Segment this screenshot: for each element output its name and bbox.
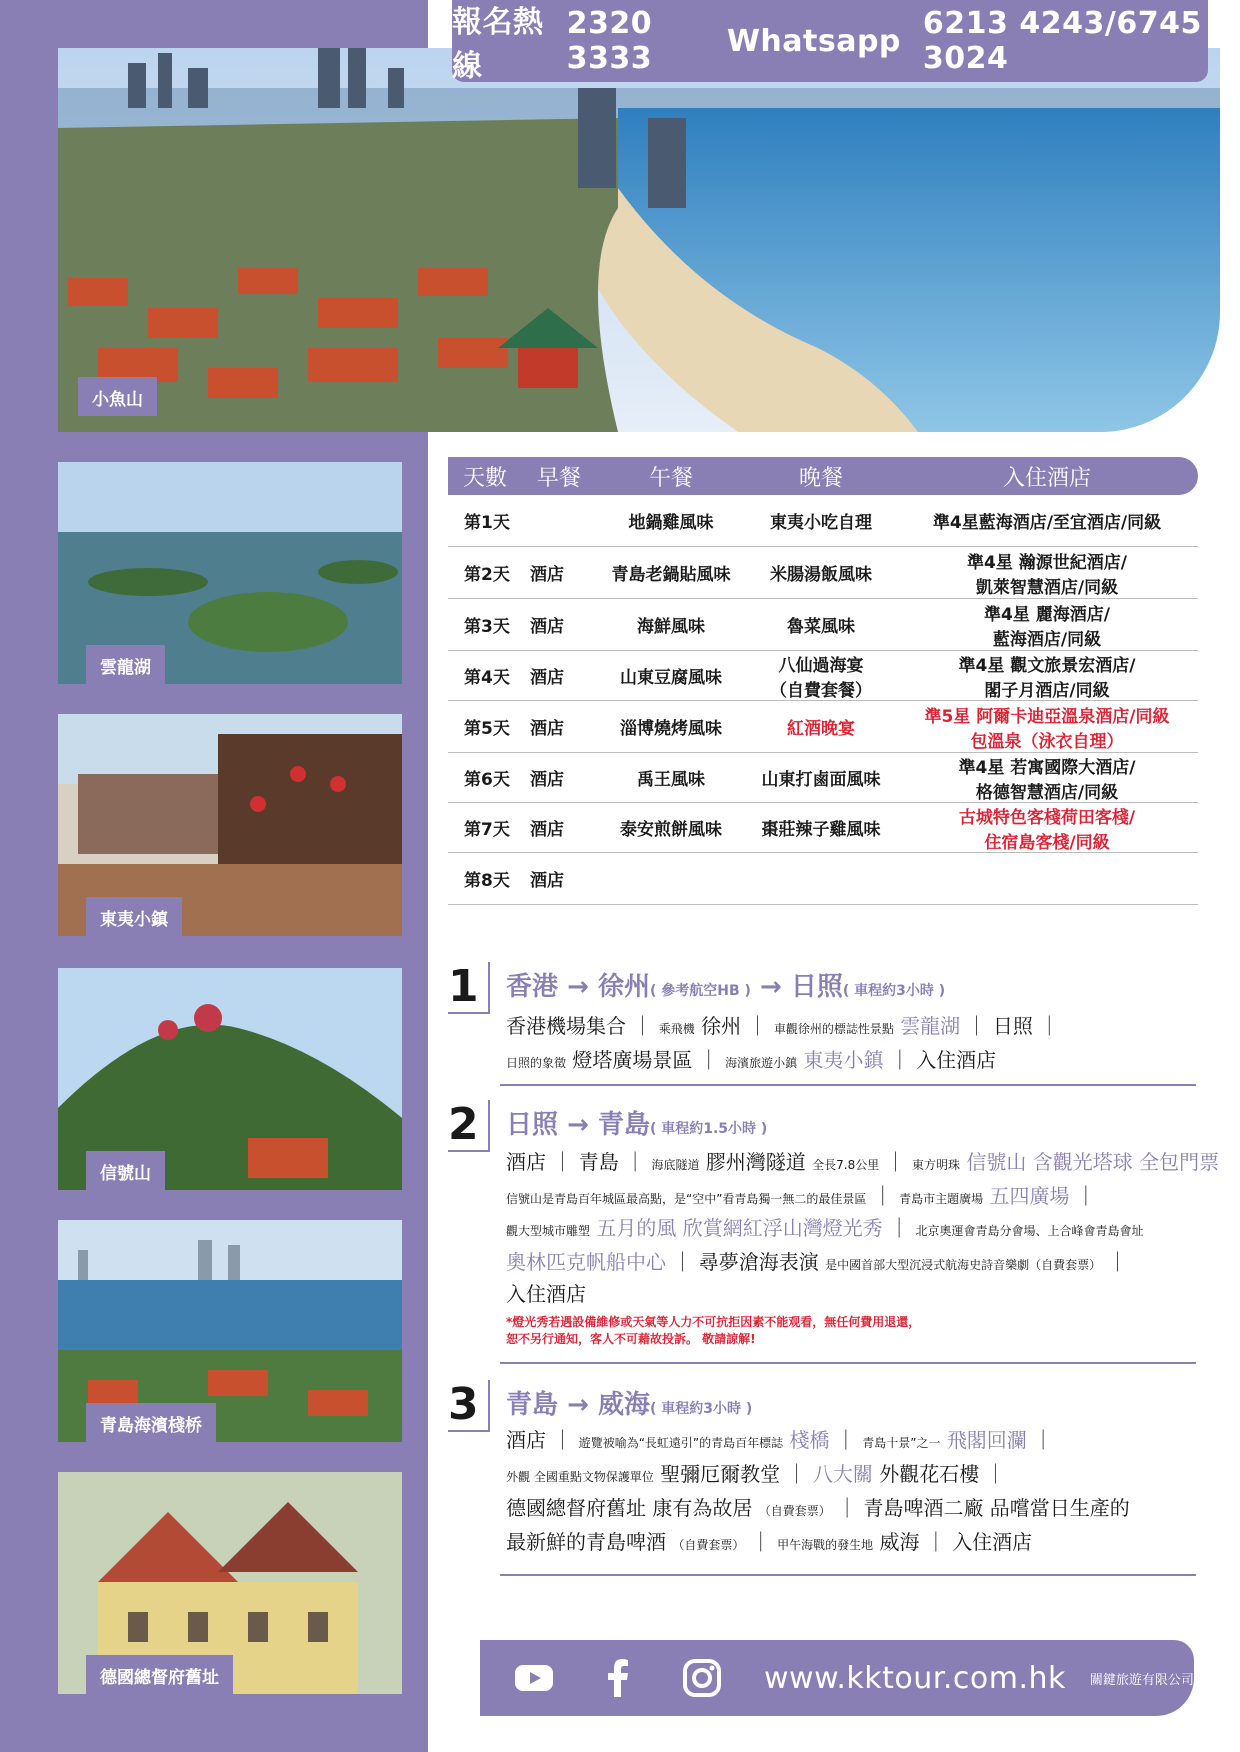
cell-dinner: 山東打鹵面風味 [761, 770, 881, 790]
line-text: 入住酒店 [506, 1282, 586, 1306]
cell-dinner: 米腸湯飯風味 [770, 565, 872, 585]
cell-dinner [746, 651, 896, 701]
day-line: 最新鮮的青島啤酒 （自費套票） ｜ 甲午海戰的發生地 威海 ｜ 入住酒店 [506, 1530, 1033, 1554]
line-small: 北京奧運會青島分會場、上合峰會青島會址 [915, 1224, 1144, 1238]
route-arrow: → [759, 972, 782, 1002]
table-header [448, 457, 1198, 495]
day-line: 外觀 全國重點文物保護單位 聖彌厄爾教堂 ｜ 八大關 外觀花石樓 ｜ [506, 1462, 1006, 1486]
route-note: ( 車程約3小時 ) [842, 983, 946, 999]
cell-hotel [896, 702, 1198, 752]
day-route [506, 1384, 752, 1421]
line-small: 青島市主題廣場 [899, 1192, 984, 1206]
photo-caption: 雲龍湖 [86, 645, 165, 684]
line-text: 外觀花石樓 [879, 1462, 980, 1486]
line-text: 聖彌厄爾教堂 [660, 1462, 781, 1486]
cell-day: 第8天 [464, 871, 510, 891]
hotel-line: 準4星 麗海酒店/ [984, 604, 1110, 625]
route-destination: 威海 [597, 1390, 650, 1420]
hotel-line: 準4星 若寓國際大酒店/ [958, 757, 1136, 778]
website-url[interactable]: www.kktour.com.hk [764, 1660, 1066, 1696]
meal-hotel-table [448, 457, 1198, 905]
instagram-icon[interactable] [682, 1658, 722, 1698]
line-small: 海底隧道 [651, 1158, 700, 1172]
youtube-icon[interactable] [514, 1658, 554, 1698]
route-stop: 徐州 [597, 972, 650, 1002]
note-line: *燈光秀若遇設備維修或天氣等人力不可抗拒因素不能观看，無任何費用退還， [506, 1315, 921, 1329]
route-arrow: → [567, 1110, 589, 1140]
hotel-line: 凱萊智慧酒店/同級 [975, 577, 1119, 598]
line-text: 青島 [578, 1150, 619, 1174]
cell-dinner: 魯菜風味 [787, 617, 855, 637]
line-text: 香港機場集合 [506, 1014, 626, 1038]
cell-breakfast: 酒店 [530, 770, 564, 790]
cell-hotel [896, 548, 1198, 598]
line-text: 酒店 [506, 1428, 546, 1452]
cell-day: 第5天 [464, 719, 510, 739]
line-text: 燈塔廣場景區 [572, 1048, 693, 1072]
cell-lunch: 青島老鍋貼風味 [611, 565, 731, 585]
line-text: 入住酒店 [916, 1048, 997, 1072]
note-line: 恕不另行通知，客人不可藉故投訴。 敬請諒解! [506, 1332, 756, 1346]
hotel-line: 準4星 瀚源世紀酒店/ [967, 552, 1127, 573]
col-header-day: 天數 [462, 465, 507, 491]
line-highlight: 東夷小鎮 [803, 1048, 884, 1072]
cell-lunch: 山東豆腐風味 [620, 668, 722, 688]
route-origin: 日照 [506, 1110, 559, 1140]
line-highlight: 八大關 [812, 1462, 873, 1486]
day-number: 2 [448, 1100, 490, 1152]
hotel-line: 住宿島客棧/同級 [984, 832, 1110, 853]
itinerary-day-3 [448, 1380, 1196, 1576]
whatsapp-numbers[interactable]: 6213 4243/6745 3024 [922, 6, 1202, 76]
section-divider [500, 1574, 1196, 1576]
line-text: 入住酒店 [952, 1530, 1033, 1554]
cell-day: 第4天 [464, 668, 510, 688]
cell-hotel [896, 600, 1198, 650]
line-highlight: 奧林匹克帆船中心 [506, 1250, 666, 1274]
line-text: 德國總督府舊址 [506, 1496, 646, 1520]
line-small: 東方明珠 [911, 1158, 960, 1172]
route-note: ( 參考航空HB ) [649, 983, 751, 999]
cell-breakfast: 酒店 [530, 820, 564, 840]
day-line: 日照的象徵 燈塔廣場景區 ｜ 海濱旅遊小鎮 東夷小鎮 ｜ 入住酒店 [506, 1048, 997, 1072]
cell-dinner: 棗莊辣子雞風味 [761, 820, 881, 840]
table-row [448, 599, 1198, 651]
line-small: 全長7.8公里 [812, 1158, 880, 1172]
cell-day: 第3天 [464, 617, 510, 637]
day-number: 1 [448, 962, 490, 1014]
dinner-line: 八仙過海宴 [778, 655, 864, 676]
cell-breakfast: 酒店 [530, 668, 564, 688]
light-show-note [506, 1314, 920, 1348]
table-row [448, 803, 1198, 853]
line-text: 青島啤酒二廠 品嚐當日生產的 [863, 1496, 1130, 1520]
table-row [448, 701, 1198, 753]
day-line: 奧林匹克帆船中心 ｜ 尋夢滄海表演 是中國首部大型沉浸式航海史詩音樂劇（自費套票） ｜ [506, 1250, 1128, 1274]
day-route [506, 1104, 767, 1141]
photo-governor-building [58, 1472, 402, 1694]
cell-lunch: 禹王風味 [637, 770, 705, 790]
cell-day: 第1天 [464, 513, 510, 533]
table-row [448, 651, 1198, 701]
photo-signal-hill [58, 968, 402, 1190]
route-arrow: → [567, 972, 589, 1002]
day-line: 酒店 ｜ 青島 ｜ 海底隧道 膠州灣隧道 全長7.8公里 ｜ 東方明珠 信號山 含觀光塔球 全包門票 [506, 1150, 1220, 1174]
line-highlight: 信號山 含觀光塔球 全包門票 [966, 1150, 1220, 1174]
line-text: 日照 [992, 1014, 1033, 1038]
cell-dinner: 紅酒晚宴 [787, 719, 855, 739]
col-header-breakfast: 早餐 [536, 465, 581, 491]
day-line [506, 1278, 586, 1307]
itinerary-day-1 [448, 962, 1196, 1092]
section-divider [500, 1362, 1196, 1364]
hero-illustration [58, 48, 1220, 432]
cell-hotel [896, 803, 1198, 853]
table-row [448, 753, 1198, 803]
line-small: 遊覽被喻為“長虹遠引”的青島百年標誌 [578, 1436, 784, 1450]
hotline-phone[interactable]: 2320 3333 [566, 6, 653, 76]
photo-caption: 信號山 [86, 1151, 165, 1190]
hero-photo-caption: 小魚山 [78, 377, 157, 416]
dinner-line: （自費套餐） [770, 680, 872, 701]
hotel-line: 古城特色客棧荷田客棧/ [958, 807, 1136, 828]
day-line: 香港機場集合 ｜ 乘飛機 徐州 ｜ 車觀徐州的標誌性景點 雲龍湖 ｜ 日照 ｜ [506, 1014, 1060, 1038]
cell-day: 第6天 [464, 770, 510, 790]
route-origin: 青島 [506, 1390, 559, 1420]
day-line: 觀大型城市雕塑 五月的風 欣賞網紅浮山灣燈光秀 ｜ 北京奧運會青島分會場、上合峰會青島會址 [506, 1216, 1144, 1240]
cell-lunch: 地鍋雞風味 [628, 513, 714, 533]
col-header-dinner: 晚餐 [798, 465, 843, 491]
line-highlight: 雲龍湖 [900, 1014, 961, 1038]
company-name: 關鍵旅遊有限公司 [1089, 1672, 1194, 1688]
line-small: 信號山是青島百年城區最高點，是“空中”看青島獨一無二的最佳景區 [506, 1192, 867, 1206]
route-note: ( 車程約3小時 ) [649, 1401, 753, 1417]
photo-dongyi-town [58, 714, 402, 936]
hotline-banner [452, 0, 1208, 82]
line-text: 膠州灣隧道 [705, 1150, 806, 1174]
route-destination: 日照 [790, 972, 843, 1002]
route-origin: 香港 [506, 972, 559, 1002]
line-small: 海濱旅遊小鎮 [725, 1056, 798, 1070]
line-small: 車觀徐州的標誌性景點 [773, 1022, 894, 1036]
cell-lunch: 淄博燒烤風味 [620, 719, 722, 739]
hotline-label: 報名熱線 [452, 5, 544, 84]
hotel-line: 準5星 阿爾卡迪亞溫泉酒店/同級 [924, 706, 1170, 727]
line-small: 日照的象徵 [506, 1056, 567, 1070]
cell-lunch: 泰安煎餅風味 [620, 820, 722, 840]
line-small: 乘飛機 [658, 1022, 695, 1036]
col-header-lunch: 午餐 [648, 465, 693, 491]
itinerary-day-2 [448, 1099, 1220, 1368]
line-text: 徐州 [701, 1014, 742, 1038]
hotel-line: 準4星 觀文旅景宏酒店/ [958, 655, 1136, 676]
hero-photo-xiaoyushan [58, 48, 1220, 432]
line-text: 最新鮮的青島啤酒 [506, 1530, 666, 1554]
line-small: 外觀 全國重點文物保護單位 [506, 1470, 654, 1484]
cell-hotel [896, 753, 1198, 803]
line-highlight: 五四廣場 [989, 1184, 1070, 1208]
cell-breakfast: 酒店 [530, 871, 564, 891]
hotel-line: 包溫泉（泳衣自理） [970, 731, 1124, 752]
whatsapp-label: Whatsapp [726, 23, 901, 59]
line-highlight: 飛閣回瀾 [946, 1428, 1027, 1452]
cell-lunch: 海鮮風味 [637, 617, 705, 637]
line-small: 青島十景”之一 [862, 1436, 941, 1450]
line-small: 觀大型城市雕塑 [506, 1224, 591, 1238]
route-arrow: → [567, 1390, 589, 1420]
photo-yunlong-lake [58, 462, 402, 684]
footer-bar [480, 1640, 1194, 1716]
route-destination: 青島 [597, 1110, 650, 1140]
day-line: 酒店 ｜ 遊覽被喻為“長虹遠引”的青島百年標誌 棧橋 ｜ 青島十景”之一 飛閣回瀾 ｜ [506, 1428, 1054, 1452]
table-row [448, 495, 1198, 547]
line-highlight: 棧橋 [789, 1428, 830, 1452]
line-small: 甲午海戰的發生地 [777, 1538, 874, 1552]
cell-day: 第2天 [464, 565, 510, 585]
photo-caption: 東夷小鎮 [86, 897, 182, 936]
day-line: 德國總督府舊址 康有為故居 （自費套票） ｜ 青島啤酒二廠 品嚐當日生產的 [506, 1496, 1130, 1520]
line-small: （自費套票） [672, 1538, 745, 1552]
line-text: 酒店 [506, 1150, 546, 1174]
facebook-icon[interactable] [598, 1658, 638, 1698]
route-note: ( 車程約1.5小時 ) [649, 1121, 768, 1137]
line-small: （自費套票） [758, 1504, 831, 1518]
col-header-hotel: 入住酒店 [1002, 465, 1091, 491]
cell-dinner: 東夷小吃自理 [770, 513, 872, 533]
section-divider [500, 1084, 1196, 1086]
line-small: 是中國首部大型沉浸式航海史詩音樂劇（自費套票） [825, 1258, 1102, 1272]
cell-hotel: 準4星藍海酒店/至宜酒店/同級 [932, 513, 1162, 533]
photo-caption: 青島海濱棧桥 [86, 1403, 216, 1442]
line-text: 尋夢滄海表演 [698, 1250, 819, 1274]
line-text: 威海 [879, 1530, 920, 1554]
cell-hotel [896, 651, 1198, 701]
photo-caption: 德國總督府舊址 [86, 1655, 233, 1694]
table-row [448, 853, 1198, 905]
day-route [506, 966, 945, 1003]
cell-breakfast: 酒店 [530, 565, 564, 585]
table-row [448, 547, 1198, 599]
day-line: 信號山是青島百年城區最高點，是“空中”看青島獨一無二的最佳景區 ｜ 青島市主題廣場 五四廣場 ｜ [506, 1184, 1096, 1208]
cell-breakfast: 酒店 [530, 617, 564, 637]
day-number: 3 [448, 1380, 490, 1432]
hotel-line: 藍海酒店/同級 [992, 629, 1102, 650]
cell-breakfast: 酒店 [530, 719, 564, 739]
line-text: 康有為故居 [652, 1496, 753, 1520]
photo-qingdao-pier [58, 1220, 402, 1442]
hotel-line: 閣子月酒店/同級 [984, 680, 1110, 701]
line-highlight: 五月的風 欣賞網紅浮山灣燈光秀 [596, 1216, 883, 1240]
hotel-line: 格德智慧酒店/同級 [975, 782, 1119, 803]
cell-day: 第7天 [464, 820, 510, 840]
